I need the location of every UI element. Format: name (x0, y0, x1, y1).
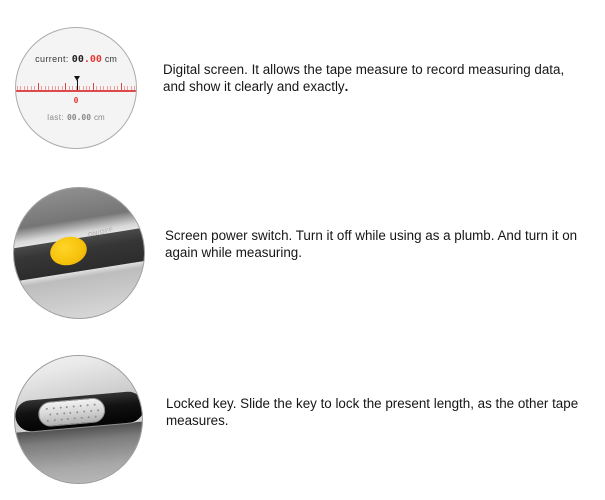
grip-dot (56, 412, 58, 414)
grip-dot (69, 411, 71, 413)
description-line: again while measuring. (165, 244, 302, 260)
description-line: Screen power switch. Turn it off while using as a plumb. And turn it on (165, 228, 578, 243)
grip-dot (72, 405, 74, 407)
grip-dot (62, 412, 64, 414)
grip-dot (94, 415, 96, 417)
ruler-scale (16, 76, 137, 96)
last-label: last: (47, 113, 64, 122)
grip-dot (96, 409, 98, 411)
last-reading-row (16, 113, 136, 122)
current-label: current: (35, 54, 69, 64)
grip-dot (66, 405, 68, 407)
grip-dot (87, 416, 89, 418)
grip-dot (93, 403, 95, 405)
current-value-integer: 00 (71, 54, 84, 65)
tape-body-photo (14, 355, 143, 484)
description-line: Digital screen. It allows the tape measure to record measuring data, (163, 62, 565, 77)
current-reading-row (16, 54, 136, 65)
grip-dot (60, 418, 62, 420)
description-line: and show it clearly and exactly. (163, 78, 349, 94)
description-line: measures. (166, 412, 229, 428)
feature-description-locked-key (166, 396, 578, 429)
feature-description-digital-screen (163, 62, 564, 95)
ruler-pointer-stem (77, 80, 79, 90)
grip-dot (73, 417, 75, 419)
grip-dot (46, 419, 48, 421)
power-switch-illustration (13, 187, 145, 319)
grip-dot (52, 407, 54, 409)
grip-dot (76, 411, 78, 413)
digital-screen-illustration (15, 27, 137, 149)
onoff-label: ON/OFF (87, 227, 115, 239)
last-value: 00.00 (66, 113, 92, 122)
current-value-decimal: .00 (83, 54, 102, 65)
grip-dot (83, 410, 85, 412)
grip-dot (86, 404, 88, 406)
ruler-baseline (16, 90, 137, 92)
grip-dot (49, 413, 51, 415)
last-unit: cm (94, 113, 105, 122)
lock-slider-key (37, 396, 106, 427)
current-unit: cm (104, 54, 117, 64)
feature-description-power-switch (165, 228, 577, 261)
ruler-zero-label: 0 (73, 96, 79, 105)
grip-dot (59, 406, 61, 408)
grip-dot (80, 416, 82, 418)
grip-dot (45, 407, 47, 409)
grip-dot (79, 404, 81, 406)
grip-dot (67, 417, 69, 419)
description-line: Locked key. Slide the key to lock the present length, as the other tape (166, 396, 579, 411)
grip-dot (53, 419, 55, 421)
locked-key-illustration (14, 355, 143, 484)
grip-dot (89, 409, 91, 411)
